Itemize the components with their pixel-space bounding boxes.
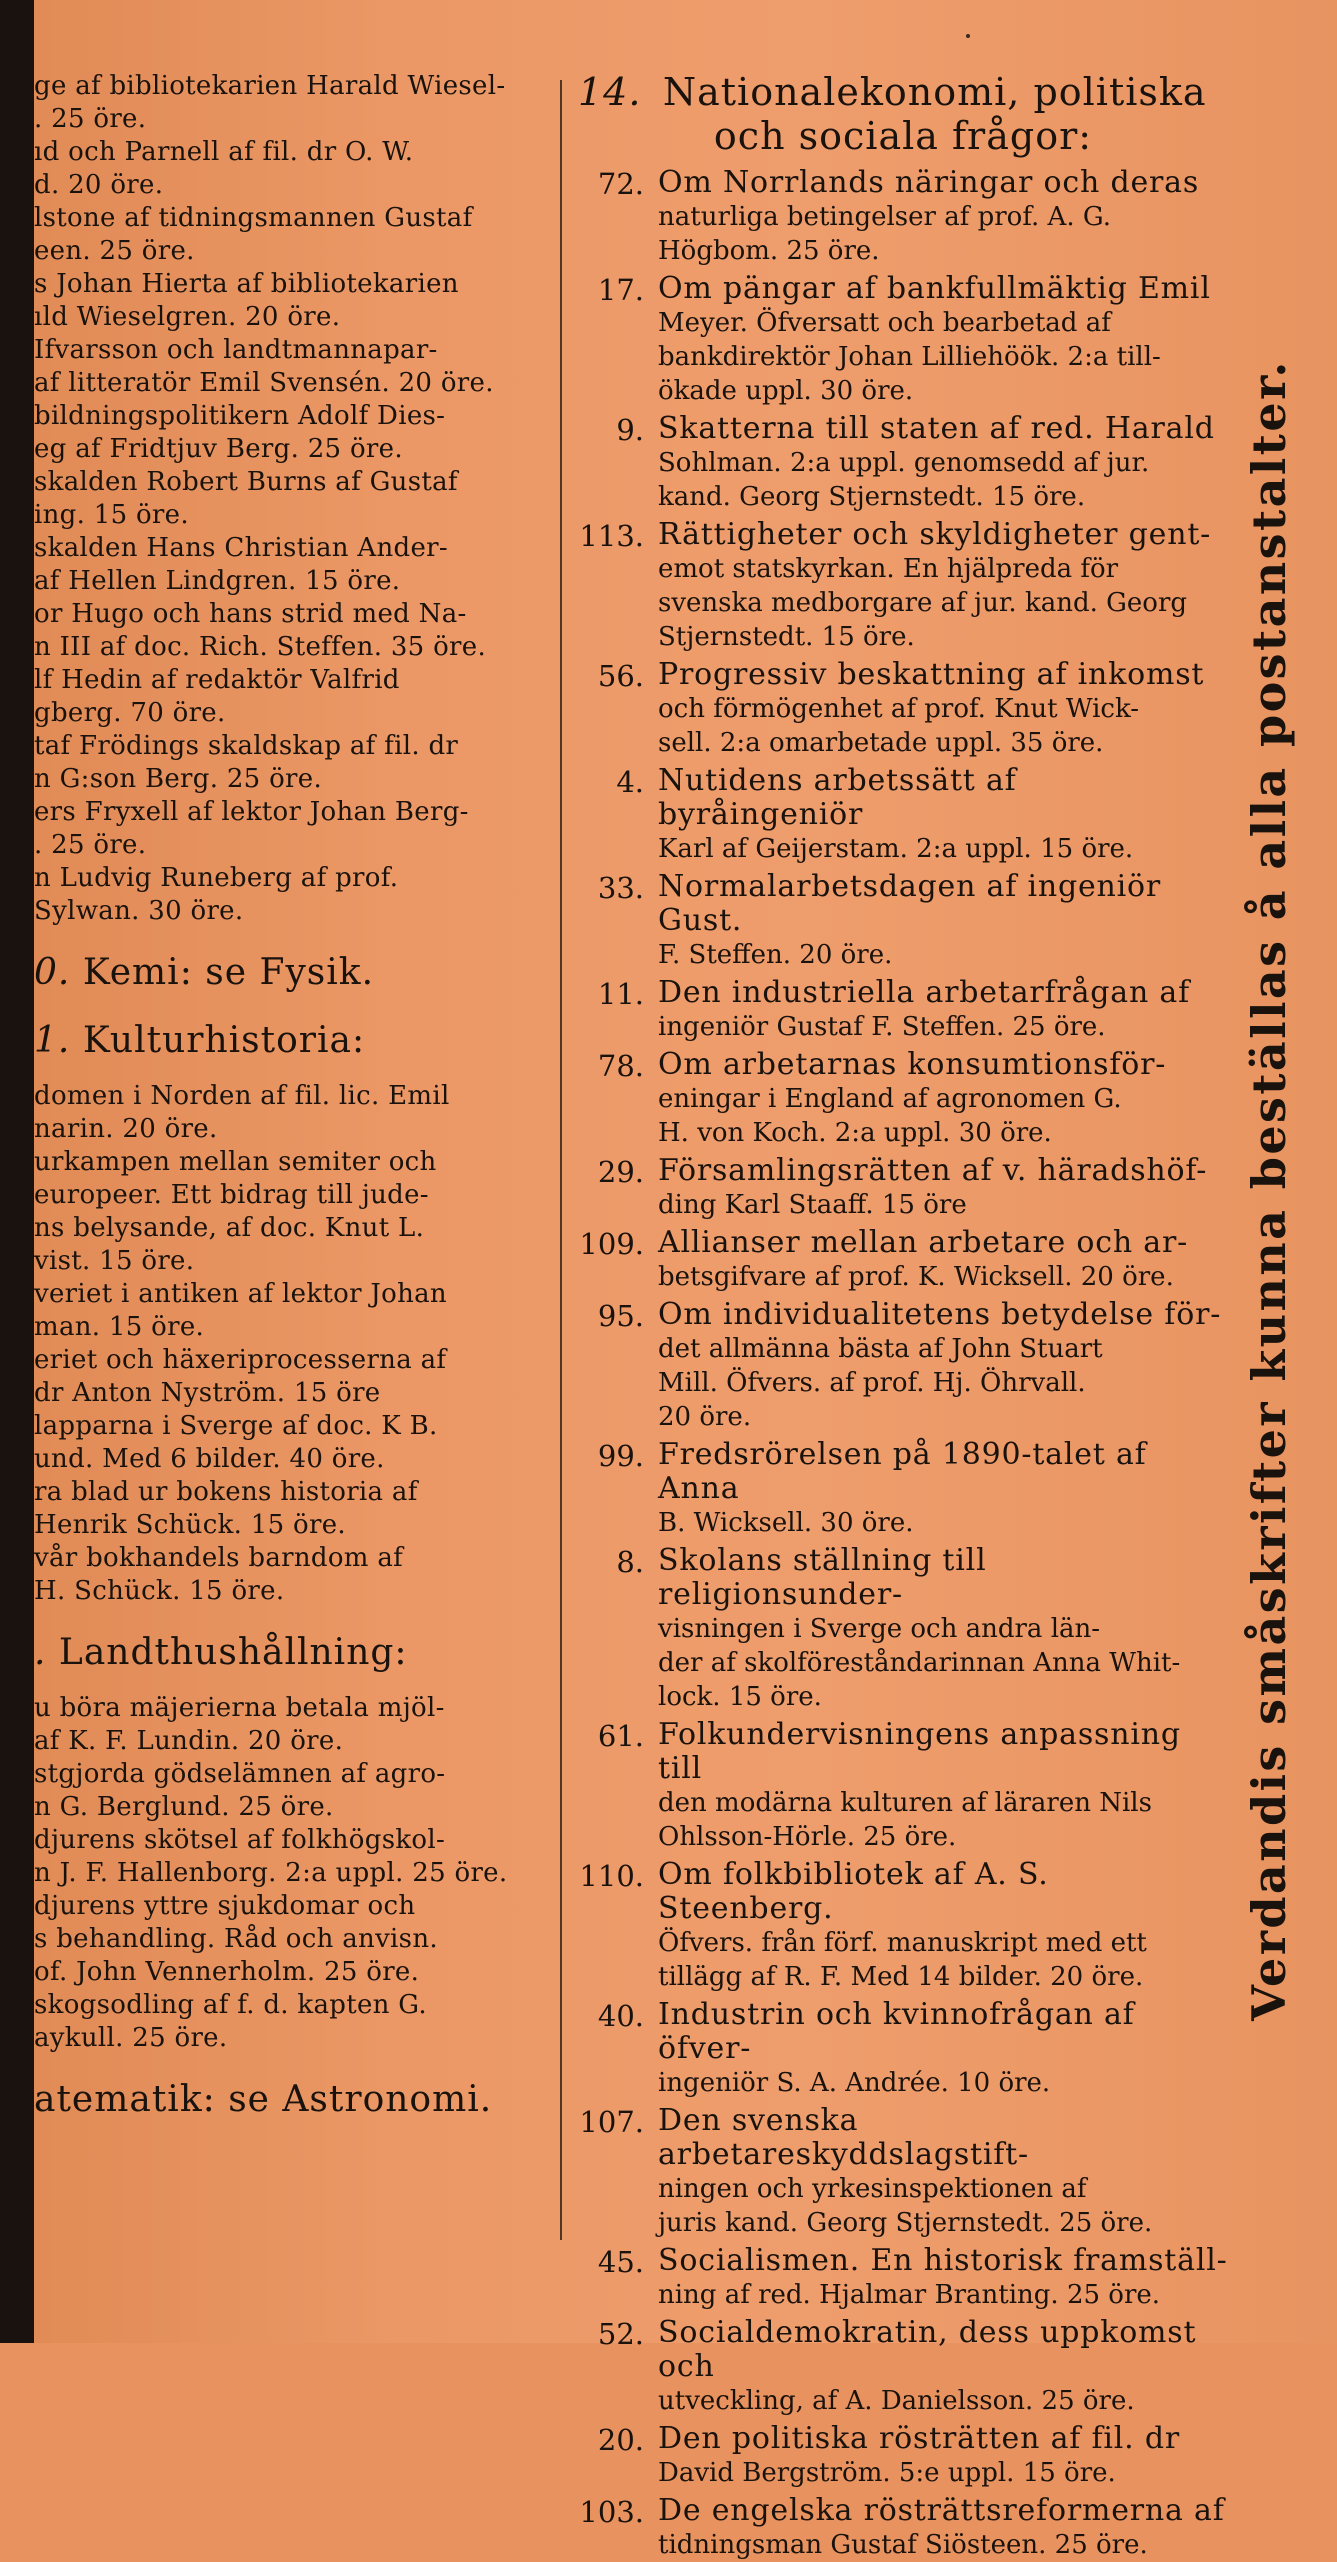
left-line: man. 15 öre. [34,1312,205,1342]
entry-number: 8. [616,1545,644,1579]
entry-line: Industrin och kvinnofrågan af öfver- [658,1997,1135,2066]
entry-line: ningen och yrkesinspektionen af [658,2174,1087,2204]
entry-line: Stjernstedt. 15 öre. [658,622,915,652]
entry-text [658,518,1228,654]
heading-landthushallning: . Landthushållning: [34,1632,408,1673]
left-line: u böra mäjerierna betala mjöl- [34,1693,445,1723]
entry-line: David Bergström. 5:e uppl. 15 öre. [658,2458,1116,2488]
entry-line: der af skolföreståndarinnan Anna Whit- [658,1648,1181,1678]
entry-line: ding Karl Staaff. 15 öre [658,1190,967,1220]
left-line: und. Med 6 bilder. 40 öre. [34,1444,385,1474]
entry-number: 61. [597,1719,644,1753]
entry-line: Den svenska arbetareskyddslagstift- [658,2103,1029,2172]
entry-text [658,2422,1228,2490]
entry-line: F. Steffen. 20 öre. [658,940,893,970]
left-line: eg af Fridtjuv Berg. 25 öre. [34,434,403,464]
left-line: lf Hedin af redaktör Valfrid [34,665,400,695]
left-line: djurens skötsel af folkhögskol- [34,1825,446,1855]
entry-item [578,2316,1228,2418]
left-line: ra blad ur bokens historia af [34,1477,418,1507]
left-line: ers Fryxell af lektor Johan Berg- [34,797,469,827]
left-line: lstone af tidningsmannen Gustaf [34,203,473,233]
left-line: or Hugo och hans strid med Na- [34,599,467,629]
left-line: aykull. 25 öre. [34,2023,228,2053]
entry-line: naturliga betingelser af prof. A. G. [658,202,1111,232]
left-line: n J. F. Hallenborg. 2:a uppl. 25 öre. [34,1858,508,1888]
left-line: . 25 öre. [34,830,147,860]
entry-line: visningen i Sverge och andra län- [658,1614,1101,1644]
entry-number: 99. [597,1439,644,1473]
heading-nationalekonomi: 14. Nationalekonomi, politiska [578,70,1207,114]
entry-item [578,870,1228,972]
entry-number: 107. [579,2105,644,2139]
entry-number: 33. [597,871,644,905]
entry-text [658,1298,1228,1434]
left-line: n G. Berglund. 25 öre. [34,1792,334,1822]
left-line: eriet och häxeriprocesserna af [34,1345,447,1375]
entry-number: 17. [597,273,644,307]
left-line: of. John Vennerholm. 25 öre. [34,1957,420,1987]
entry-text [658,1544,1228,1714]
entry-line: Normalarbetsdagen af ingeniör Gust. [658,869,1162,938]
left-line: ıd och Parnell af fil. dr O. W. [34,137,414,167]
left-line: ıld Wieselgren. 20 öre. [34,302,341,332]
entry-text [658,1154,1228,1222]
left-line: taf Frödings skaldskap af fil. dr [34,731,459,761]
heading-kulturhistoria: 1. Kulturhistoria: [34,1020,366,1061]
left-line: skogsodling af f. d. kapten G. [34,1990,427,2020]
entry-line: Öfvers. från förf. manuskript med ett [658,1928,1147,1958]
entry-item [578,1226,1228,1294]
entry-line: emot statskyrkan. En hjälpreda för [658,554,1119,584]
entry-line: Socialismen. En historisk framställ- [658,2243,1228,2278]
entry-line: bankdirektör Johan Lilliehöök. 2:a till- [658,342,1161,372]
left-line: af Hellen Lindgren. 15 öre. [34,566,401,596]
left-line: domen i Norden af fil. lic. Emil [34,1081,450,1111]
entry-number: 109. [579,1227,644,1261]
left-line: lapparna i Sverge af doc. K B. [34,1411,438,1441]
left-line: skalden Robert Burns af Gustaf [34,467,458,497]
entry-line: juris kand. Georg Stjernstedt. 25 öre. [658,2208,1153,2238]
entry-number: 113. [579,519,644,553]
heading-kemi: 0. Kemi: se Fysik. [34,952,375,993]
entry-text [658,2104,1228,2240]
heading-nationalekonomi-line2: och sociala frågor: [713,114,1093,158]
left-line: vist. 15 öre. [34,1246,195,1276]
entry-line: det allmänna bästa af John Stuart [658,1334,1103,1364]
left-line: djurens yttre sjukdomar och [34,1891,416,1921]
entry-text [658,1858,1228,1994]
left-line: Sylwan. 30 öre. [34,896,244,926]
entry-line: tidningsman Gustaf Siösteen. 25 öre. [658,2530,1148,2560]
entry-line: Sohlman. 2:a uppl. genomsedd af jur. [658,448,1150,478]
entry-text [658,1048,1228,1150]
entry-item [578,412,1228,514]
left-line: H. Schück. 15 öre. [34,1576,285,1606]
entry-line: Församlingsrätten af v. häradshöf- [658,1153,1208,1188]
entry-number: 95. [597,1299,644,1333]
entry-text [658,2244,1228,2312]
left-line: n III af doc. Rich. Steffen. 35 öre. [34,632,487,662]
left-line: Ifvarsson och landtmannapar- [34,335,438,365]
left-line: s behandling. Råd och anvisn. [34,1924,438,1954]
column-divider [560,80,562,2240]
entry-line: ning af red. Hjalmar Branting. 25 öre. [658,2280,1161,2310]
entry-text [658,412,1228,514]
entry-item [578,1048,1228,1150]
entry-line: Skolans ställning till religionsunder- [658,1543,987,1612]
left-list-landthushallning [34,1692,558,2055]
left-line: s Johan Hierta af bibliotekarien [34,269,459,299]
entry-number: 11. [597,977,644,1011]
left-line: ing. 15 öre. [34,500,189,530]
left-line: bildningspolitikern Adolf Dies- [34,401,446,431]
entry-line: Ohlsson-Hörle. 25 öre. [658,1822,957,1852]
entry-number: 110. [579,1859,644,1893]
entry-item [578,2494,1228,2562]
entry-line: Fredsrörelsen på 1890-talet af Anna [658,1437,1147,1506]
entry-item [578,166,1228,268]
left-line: ns belysande, af doc. Knut L. [34,1213,425,1243]
entry-line: Den industriella arbetarfrågan af [658,975,1190,1010]
entry-line: Om pängar af bankfullmäktig Emil [658,271,1211,306]
entry-line: ingeniör Gustaf F. Steffen. 25 öre. [658,1012,1106,1042]
entry-item [578,1544,1228,1714]
entry-text [658,658,1228,760]
entry-item [578,1298,1228,1434]
entry-line: Om folkbibliotek af A. S. Steenberg. [658,1857,1049,1926]
entry-text [658,976,1228,1044]
left-line: stgjorda gödselämnen af agro- [34,1759,446,1789]
right-column [578,70,1228,2562]
left-line: dr Anton Nyström. 15 öre [34,1378,381,1408]
entry-line: och förmögenhet af prof. Knut Wick- [658,694,1140,724]
entry-line: H. von Koch. 2:a uppl. 30 öre. [658,1118,1052,1148]
entry-text [658,1998,1228,2100]
entry-line: Folkundervisningens anpassning till [658,1717,1181,1786]
entry-text [658,2494,1228,2562]
entry-line: kand. Georg Stjernstedt. 15 öre. [658,482,1086,512]
entry-line: Karl af Geijerstam. 2:a uppl. 15 öre. [658,834,1134,864]
entry-number: 52. [597,2317,644,2351]
ink-speck [966,34,970,38]
entry-item [578,1154,1228,1222]
entry-item [578,1438,1228,1540]
entry-line: ingeniör S. A. Andrée. 10 öre. [658,2068,1051,2098]
entry-number: 78. [597,1049,644,1083]
entry-line: Om individualitetens betydelse för- [658,1297,1222,1332]
entry-line: betsgifvare af prof. K. Wicksell. 20 öre. [658,1262,1174,1292]
entry-line: svenska medborgare af jur. kand. Georg [658,588,1188,618]
entry-text [658,870,1228,972]
left-list-kulturhistoria [34,1080,558,1608]
sidebar-banner [1234,170,1304,2210]
entry-item [578,1858,1228,1994]
left-line: n G:son Berg. 25 öre. [34,764,323,794]
entry-item [578,1718,1228,1854]
entry-line: Nutidens arbetssätt af byråingeniör [658,763,1017,832]
entry-line: Allianser mellan arbetare och ar- [658,1225,1189,1260]
entry-line: sell. 2:a omarbetade uppl. 35 öre. [658,728,1104,758]
entry-item [578,2104,1228,2240]
entry-text [658,2316,1228,2418]
entry-line: Om arbetarnas konsumtionsför- [658,1047,1167,1082]
left-line: . 25 öre. [34,104,147,134]
left-line: d. 20 öre. [34,170,164,200]
left-line: ge af bibliotekarien Harald Wiesel- [34,71,506,101]
entry-number: 103. [579,2495,644,2529]
entry-line: Progressiv beskattning af inkomst [658,657,1205,692]
entry-line: Socialdemokratin, dess uppkomst och [658,2315,1197,2384]
entry-text [658,166,1228,268]
entry-line: tillägg af R. F. Med 14 bilder. 20 öre. [658,1962,1144,1992]
left-column [34,70,558,2139]
entry-text [658,272,1228,408]
left-line: af litteratör Emil Svensén. 20 öre. [34,368,494,398]
entry-number: 20. [597,2423,644,2457]
entry-number: 56. [597,659,644,693]
entry-line: lock. 15 öre. [658,1682,822,1712]
left-line: vår bokhandels barndom af [34,1543,404,1573]
left-line: skalden Hans Christian Ander- [34,533,448,563]
entry-line: Meyer. Öfversatt och bearbetad af [658,308,1111,338]
entry-number: 72. [597,167,644,201]
entry-item [578,2244,1228,2312]
entry-number: 45. [597,2245,644,2279]
entry-item [578,272,1228,408]
entry-item [578,518,1228,654]
entry-line: De engelska rösträttsreformerna af [658,2493,1225,2528]
left-line: narin. 20 öre. [34,1114,218,1144]
sidebar-advert-text: Verdandis småskrifter kunna beställas å alla postanstalter. [1242,359,1296,2021]
entry-line: Om Norrlands näringar och deras [658,165,1200,200]
entry-line: 20 öre. [658,1402,752,1432]
left-line: europeer. Ett bidrag till jude- [34,1180,429,1210]
entry-line: Skatterna till staten af red. Harald [658,411,1215,446]
entry-number: 4. [616,765,644,799]
book-binding-edge [0,0,34,2343]
entry-line: Rättigheter och skyldigheter gent- [658,517,1212,552]
entry-text [658,764,1228,866]
entry-item [578,976,1228,1044]
left-line: gberg. 70 öre. [34,698,226,728]
entry-text [658,1718,1228,1854]
entry-item [578,1998,1228,2100]
left-line: een. 25 öre. [34,236,195,266]
entry-item [578,764,1228,866]
left-line: urkampen mellan semiter och [34,1147,437,1177]
entry-number: 9. [616,413,644,447]
entry-number: 40. [597,1999,644,2033]
heading-matematik: atematik: se Astronomi. [34,2079,493,2120]
entry-list [578,166,1228,2562]
entry-line: utveckling, af A. Danielsson. 25 öre. [658,2386,1135,2416]
left-line: af K. F. Lundin. 20 öre. [34,1726,344,1756]
entry-line: Den politiska rösträtten af fil. dr [658,2421,1181,2456]
entry-line: den modärna kulturen af läraren Nils [658,1788,1152,1818]
entry-line: eningar i England af agronomen G. [658,1084,1122,1114]
left-list-biographies [34,70,558,928]
entry-line: Högbom. 25 öre. [658,236,880,266]
entry-line: ökade uppl. 30 öre. [658,376,914,406]
left-line: n Ludvig Runeberg af prof. [34,863,399,893]
entry-text [658,1226,1228,1294]
entry-number: 29. [597,1155,644,1189]
entry-item [578,658,1228,760]
left-line: veriet i antiken af lektor Johan [34,1279,447,1309]
entry-text [658,1438,1228,1540]
entry-line: B. Wicksell. 30 öre. [658,1508,914,1538]
entry-item [578,2422,1228,2490]
left-line: Henrik Schück. 15 öre. [34,1510,346,1540]
entry-line: Mill. Öfvers. af prof. Hj. Öhrvall. [658,1368,1086,1398]
